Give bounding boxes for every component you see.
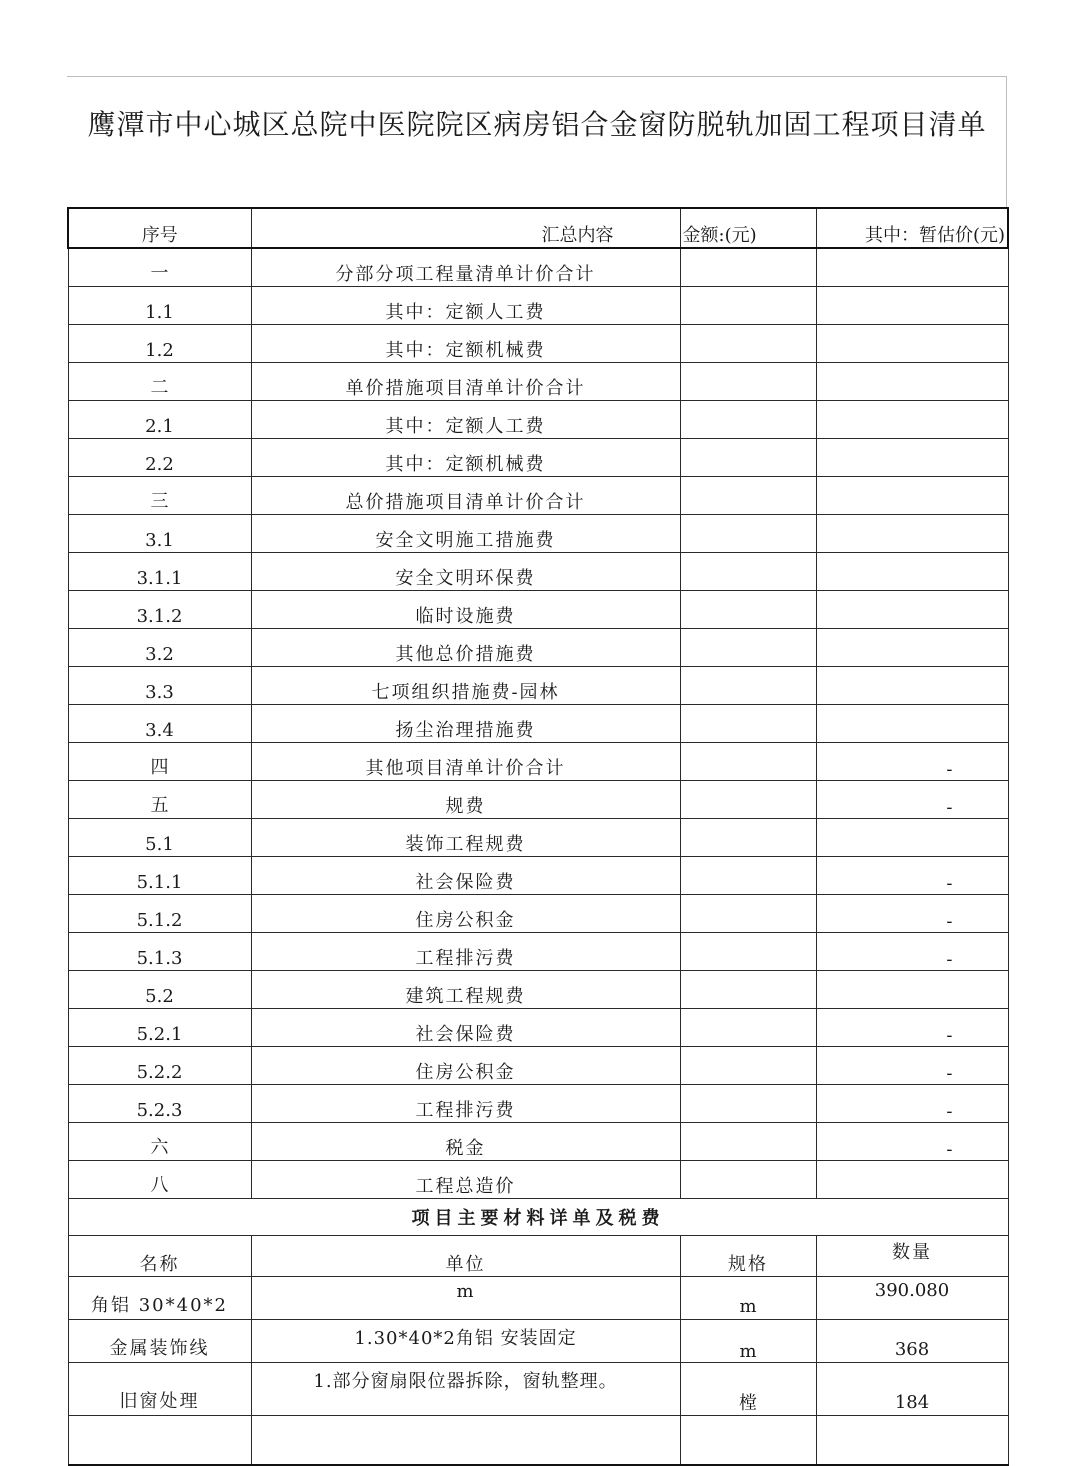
row-content: 临时设施费 xyxy=(251,591,680,629)
row-content: 工程排污费 xyxy=(251,1085,680,1123)
blank-cell xyxy=(251,1416,680,1466)
sheet-right-border xyxy=(1006,76,1007,208)
row-seq: 3.1.2 xyxy=(68,591,251,629)
table-row xyxy=(68,971,1008,1009)
row-content: 工程总造价 xyxy=(251,1161,680,1199)
row-seq: 5.2.1 xyxy=(68,1009,251,1047)
row-content: 住房公积金 xyxy=(251,1047,680,1085)
row-provisional xyxy=(816,591,1008,629)
row-seq: 六 xyxy=(68,1123,251,1161)
row-amount xyxy=(680,781,816,819)
blank-cell xyxy=(680,1416,816,1466)
row-provisional xyxy=(816,325,1008,363)
row-amount xyxy=(680,1085,816,1123)
table-row xyxy=(68,401,1008,439)
row-seq: 5.1.1 xyxy=(68,857,251,895)
row-amount xyxy=(680,971,816,1009)
table-row xyxy=(68,363,1008,401)
row-seq: 2.2 xyxy=(68,439,251,477)
materials-header-qty: 数量 xyxy=(816,1236,1008,1277)
row-content: 总价措施项目清单计价合计 xyxy=(251,477,680,515)
table-row xyxy=(68,667,1008,705)
row-amount xyxy=(680,819,816,857)
table-row xyxy=(68,1085,1008,1123)
row-content: 建筑工程规费 xyxy=(251,971,680,1009)
sheet-top-border xyxy=(67,76,1007,77)
table-row xyxy=(68,819,1008,857)
row-content: 其中：定额人工费 xyxy=(251,287,680,325)
row-content: 其他项目清单计价合计 xyxy=(251,743,680,781)
row-provisional: - xyxy=(816,1085,1008,1123)
row-seq: 5.1.3 xyxy=(68,933,251,971)
header-seq: 序号 xyxy=(68,208,251,248)
row-amount xyxy=(680,439,816,477)
row-content: 七项组织措施费-园林 xyxy=(251,667,680,705)
row-content: 其中：定额机械费 xyxy=(251,439,680,477)
row-provisional xyxy=(816,971,1008,1009)
row-provisional xyxy=(816,667,1008,705)
row-provisional xyxy=(816,629,1008,667)
material-name: 旧窗处理 xyxy=(68,1363,251,1416)
material-spec: m xyxy=(680,1277,816,1320)
row-seq: 1.1 xyxy=(68,287,251,325)
material-name: 金属装饰线 xyxy=(68,1320,251,1363)
row-provisional: - xyxy=(816,933,1008,971)
row-amount xyxy=(680,1047,816,1085)
table-row xyxy=(68,857,1008,895)
materials-header-spec: 规格 xyxy=(680,1236,816,1277)
table-row xyxy=(68,515,1008,553)
row-content: 社会保险费 xyxy=(251,857,680,895)
row-provisional: - xyxy=(816,1009,1008,1047)
material-spec: m xyxy=(680,1320,816,1363)
material-unit: 1.部分窗扇限位器拆除，窗轨整理。 xyxy=(251,1363,680,1416)
row-provisional xyxy=(816,439,1008,477)
material-qty: 390.080 xyxy=(816,1277,1008,1320)
material-row xyxy=(68,1363,1008,1416)
page-title: 鹰潭市中心城区总院中医院院区病房铝合金窗防脱轨加固工程项目清单 xyxy=(87,108,987,141)
row-seq: 二 xyxy=(68,363,251,401)
material-unit: 1.30*40*2角铝 安装固定 xyxy=(251,1320,680,1363)
row-amount xyxy=(680,1161,816,1199)
materials-header-name: 名称 xyxy=(68,1236,251,1277)
row-content: 扬尘治理措施费 xyxy=(251,705,680,743)
row-provisional xyxy=(816,705,1008,743)
material-qty: 368 xyxy=(816,1320,1008,1363)
table-row xyxy=(68,1047,1008,1085)
header-provisional: 其中：暂估价(元) xyxy=(816,208,1008,248)
table-row xyxy=(68,705,1008,743)
row-content: 其中：定额机械费 xyxy=(251,325,680,363)
row-content: 安全文明环保费 xyxy=(251,553,680,591)
cost-summary-table xyxy=(67,207,1009,1466)
row-amount xyxy=(680,933,816,971)
material-spec: 樘 xyxy=(680,1363,816,1416)
row-provisional: - xyxy=(816,743,1008,781)
row-amount xyxy=(680,401,816,439)
table-row xyxy=(68,781,1008,819)
row-content: 装饰工程规费 xyxy=(251,819,680,857)
row-amount xyxy=(680,705,816,743)
row-seq: 5.2.3 xyxy=(68,1085,251,1123)
table-row xyxy=(68,553,1008,591)
row-seq: 2.1 xyxy=(68,401,251,439)
table-row xyxy=(68,1123,1008,1161)
material-qty: 184 xyxy=(816,1363,1008,1416)
material-unit: m xyxy=(251,1277,680,1320)
row-seq: 3.1.1 xyxy=(68,553,251,591)
header-content: 汇总内容 xyxy=(251,208,680,248)
row-provisional xyxy=(816,363,1008,401)
row-seq: 五 xyxy=(68,781,251,819)
row-seq: 3.4 xyxy=(68,705,251,743)
row-provisional xyxy=(816,515,1008,553)
row-provisional: - xyxy=(816,895,1008,933)
row-amount xyxy=(680,895,816,933)
header-amount: 金额:(元) xyxy=(680,208,816,248)
table-row xyxy=(68,1009,1008,1047)
row-content: 分部分项工程量清单计价合计 xyxy=(251,248,680,287)
table-row xyxy=(68,895,1008,933)
table-row xyxy=(68,477,1008,515)
row-content: 住房公积金 xyxy=(251,895,680,933)
row-provisional: - xyxy=(816,857,1008,895)
blank-cell xyxy=(816,1416,1008,1466)
table-row xyxy=(68,439,1008,477)
row-provisional xyxy=(816,553,1008,591)
materials-header-row xyxy=(68,1236,1008,1277)
row-amount xyxy=(680,857,816,895)
table-header-row xyxy=(68,208,1008,248)
row-amount xyxy=(680,325,816,363)
row-provisional: - xyxy=(816,1123,1008,1161)
row-content: 其中：定额人工费 xyxy=(251,401,680,439)
row-amount xyxy=(680,477,816,515)
row-provisional xyxy=(816,1161,1008,1199)
table-row xyxy=(68,325,1008,363)
table-row xyxy=(68,1161,1008,1199)
row-seq: 四 xyxy=(68,743,251,781)
row-seq: 一 xyxy=(68,248,251,287)
row-seq: 3.3 xyxy=(68,667,251,705)
table-row xyxy=(68,629,1008,667)
row-amount xyxy=(680,667,816,705)
row-seq: 八 xyxy=(68,1161,251,1199)
row-content: 其他总价措施费 xyxy=(251,629,680,667)
row-seq: 5.2 xyxy=(68,971,251,1009)
table-row xyxy=(68,287,1008,325)
row-provisional xyxy=(816,819,1008,857)
row-provisional: - xyxy=(816,1047,1008,1085)
row-amount xyxy=(680,591,816,629)
material-row xyxy=(68,1320,1008,1363)
row-amount xyxy=(680,743,816,781)
row-seq: 三 xyxy=(68,477,251,515)
table-row xyxy=(68,933,1008,971)
materials-section-row xyxy=(68,1199,1008,1236)
table-row xyxy=(68,591,1008,629)
row-provisional xyxy=(816,287,1008,325)
row-seq: 3.1 xyxy=(68,515,251,553)
row-content: 单价措施项目清单计价合计 xyxy=(251,363,680,401)
row-seq: 5.1.2 xyxy=(68,895,251,933)
row-content: 社会保险费 xyxy=(251,1009,680,1047)
material-row xyxy=(68,1277,1008,1320)
row-amount xyxy=(680,629,816,667)
row-content: 税金 xyxy=(251,1123,680,1161)
row-amount xyxy=(680,363,816,401)
row-amount xyxy=(680,287,816,325)
row-amount xyxy=(680,515,816,553)
row-provisional: - xyxy=(816,781,1008,819)
row-content: 工程排污费 xyxy=(251,933,680,971)
row-seq: 5.2.2 xyxy=(68,1047,251,1085)
row-amount xyxy=(680,553,816,591)
row-content: 安全文明施工措施费 xyxy=(251,515,680,553)
row-amount xyxy=(680,1009,816,1047)
row-provisional xyxy=(816,248,1008,287)
materials-header-unit: 单位 xyxy=(251,1236,680,1277)
blank-cell xyxy=(68,1416,251,1466)
row-amount xyxy=(680,1123,816,1161)
row-amount xyxy=(680,248,816,287)
row-seq: 3.2 xyxy=(68,629,251,667)
blank-row xyxy=(68,1416,1008,1466)
materials-section-title: 项目主要材料详单及税费 xyxy=(68,1199,1008,1236)
row-seq: 1.2 xyxy=(68,325,251,363)
table-row xyxy=(68,248,1008,287)
row-provisional xyxy=(816,401,1008,439)
material-name: 角铝 30*40*2 xyxy=(68,1277,251,1320)
table-row xyxy=(68,743,1008,781)
row-provisional xyxy=(816,477,1008,515)
row-seq: 5.1 xyxy=(68,819,251,857)
row-content: 规费 xyxy=(251,781,680,819)
